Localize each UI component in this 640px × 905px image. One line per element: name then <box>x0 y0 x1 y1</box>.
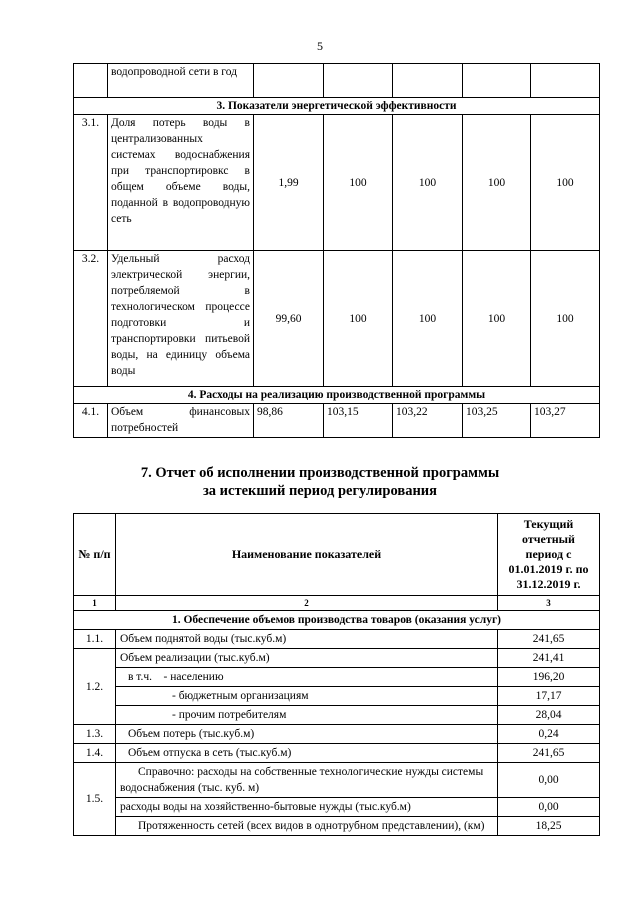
value-cell: 196,20 <box>498 668 600 687</box>
row-number: 1.5. <box>74 763 116 836</box>
heading-line: 7. Отчет об исполнении производственной программы <box>140 465 500 481</box>
table-row <box>74 706 600 725</box>
table-cell <box>74 64 108 98</box>
row-number: 1.2. <box>74 649 116 725</box>
table-cell: водопроводной сети в год <box>108 64 254 98</box>
row-number: 4.1. <box>74 404 108 438</box>
table-row <box>74 763 600 798</box>
indicator-name: Объем финансовых потребностей <box>108 404 254 438</box>
table-row <box>74 64 600 98</box>
value-cell: 100 <box>324 251 393 387</box>
indicator-name: расходы воды на хозяйственно-бытовые нужды (тыс.куб.м) <box>116 798 498 817</box>
value-cell: 98,86 <box>254 404 324 438</box>
value-cell: 103,25 <box>463 404 531 438</box>
section-row <box>74 387 600 404</box>
table-cell <box>393 64 463 98</box>
table-cell <box>463 64 531 98</box>
index-row <box>74 596 600 611</box>
value-cell: 100 <box>531 115 600 251</box>
indicator-name: - бюджетным организациям <box>116 687 498 706</box>
value-cell: 28,04 <box>498 706 600 725</box>
value-cell: 100 <box>324 115 393 251</box>
value-cell: 100 <box>463 115 531 251</box>
value-cell: 100 <box>531 251 600 387</box>
table-row <box>74 744 600 763</box>
indicator-name: Доля потерь воды в централизованных системах водоснабжения при транспортировкс в общем объеме воды, поданной в водопроводную сеть <box>108 115 254 251</box>
indicator-name: Объем отпуска в сеть (тыс.куб.м) <box>116 744 498 763</box>
section-row <box>74 611 600 630</box>
report-table <box>73 513 600 836</box>
table-cell <box>324 64 393 98</box>
header-period: Текущий отчетный период с 01.01.2019 г. по 31.12.2019 г. <box>498 514 600 596</box>
page-number: 5 <box>317 39 323 53</box>
value-cell: 241,65 <box>498 630 600 649</box>
value-cell: 99,60 <box>254 251 324 387</box>
table-row <box>74 404 600 438</box>
section-heading <box>0 464 640 500</box>
value-cell: 103,27 <box>531 404 600 438</box>
row-number: 1.1. <box>74 630 116 649</box>
table-row <box>74 817 600 836</box>
value-cell: 1,99 <box>254 115 324 251</box>
value-cell: 241,65 <box>498 744 600 763</box>
index-cell: 1 <box>74 596 116 611</box>
value-cell: 0,00 <box>498 798 600 817</box>
header-row <box>74 514 600 596</box>
row-number: 1.4. <box>74 744 116 763</box>
section-title: 1. Обеспечение объемов производства товаров (оказания услуг) <box>74 611 600 630</box>
indicator-name: Объем потерь (тыс.куб.м) <box>116 725 498 744</box>
header-num: № п/п <box>74 514 116 596</box>
indicator-name: в т.ч. - населению <box>116 668 498 687</box>
row-number: 1.3. <box>74 725 116 744</box>
section-title: 4. Расходы на реализацию производственной программы <box>74 387 600 404</box>
table-row <box>74 798 600 817</box>
value-cell: 100 <box>463 251 531 387</box>
indicators-table <box>73 63 600 438</box>
table-cell <box>254 64 324 98</box>
row-number: 3.1. <box>74 115 108 251</box>
table-row <box>74 251 600 387</box>
index-cell: 3 <box>498 596 600 611</box>
value-cell: 103,22 <box>393 404 463 438</box>
value-cell: 103,15 <box>324 404 393 438</box>
value-cell: 17,17 <box>498 687 600 706</box>
indicator-name: Объем поднятой воды (тыс.куб.м) <box>116 630 498 649</box>
value-cell: 100 <box>393 251 463 387</box>
table-row <box>74 668 600 687</box>
row-number: 3.2. <box>74 251 108 387</box>
table-row <box>74 649 600 668</box>
value-cell: 241,41 <box>498 649 600 668</box>
indicator-name: Объем реализации (тыс.куб.м) <box>116 649 498 668</box>
heading-line: за истекший период регулирования <box>202 483 438 499</box>
value-cell: 0,00 <box>498 763 600 798</box>
value-cell: 0,24 <box>498 725 600 744</box>
table-row <box>74 725 600 744</box>
table-cell <box>531 64 600 98</box>
indicator-name: Протяженность сетей (всех видов в однотрубном представлении), (км) <box>116 817 498 836</box>
value-cell: 100 <box>393 115 463 251</box>
value-cell: 18,25 <box>498 817 600 836</box>
header-name: Наименование показателей <box>116 514 498 596</box>
table-row <box>74 687 600 706</box>
indicator-name: Удельный расход электрической энергии, потребляемой в технологическом процессе подготовки и транспортировки питьевой воды, на единицу объема воды <box>108 251 254 387</box>
indicator-name: Справочно: расходы на собственные технологические нужды системы водоснабжения (тыс. куб. м) <box>116 763 498 798</box>
table-row <box>74 115 600 251</box>
indicator-name: - прочим потребителям <box>116 706 498 725</box>
section-row <box>74 98 600 115</box>
index-cell: 2 <box>116 596 498 611</box>
table-row <box>74 630 600 649</box>
section-title: 3. Показатели энергетической эффективности <box>74 98 600 115</box>
